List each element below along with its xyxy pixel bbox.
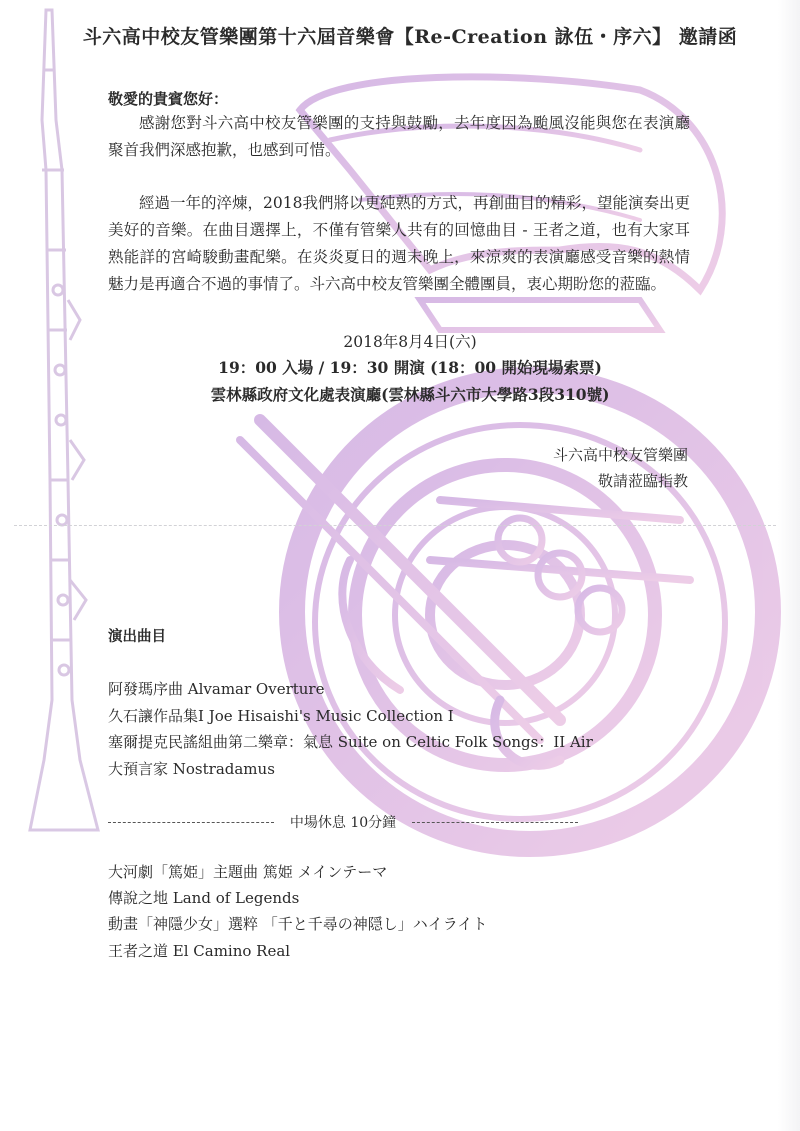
dashed-rule	[412, 822, 578, 823]
paragraph-invitation: 經過一年的淬煉，2018我們將以更純熟的方式，再創曲目的精彩，望能演奏出更美好的音樂。在曲目選擇上，不僅有管樂人共有的回憶曲目 - 王者之道，也有大家耳熟能詳的宮崎駿動畫配樂。在炎炎夏日的週末晚上，來涼爽的表演廳感受音樂的熱情魅力是再適合不過的事情了。斗六高中校友管樂團全體團員，衷心期盼您的蒞臨。	[108, 194, 690, 293]
signature-org: 斗六高中校友管樂團	[552, 446, 688, 464]
intermission-label: 中場休息 10分鐘	[289, 815, 397, 831]
invitation-title: 斗六高中校友管樂團第十六屆音樂會【Re-Creation 詠伍・序六】 邀請函	[82, 26, 738, 48]
paragraph-thanks: 感謝您對斗六高中校友管樂團的支持與鼓勵，去年度因為颱風沒能與您在表演廳聚首我們深感抱歉，也感到可惜。	[108, 114, 690, 159]
event-time: 19：00 入場 / 19：30 開演 (18：00 開始現場索票)	[218, 358, 602, 377]
fold-line	[14, 525, 776, 526]
program-heading: 演出曲目	[108, 628, 166, 645]
program-item: 久石讓作品集Ⅰ Joe Hisaishi's Music Collection Ⅰ	[108, 707, 454, 725]
intermission-divider	[108, 812, 578, 832]
program-item: 王者之道 El Camino Real	[108, 942, 291, 960]
dashed-rule	[108, 822, 274, 823]
event-date: 2018年8月4日(六)	[343, 333, 477, 351]
program-item: 塞爾提克民謠組曲第二樂章：氣息 Suite on Celtic Folk Songs：II Air	[108, 733, 593, 751]
signature-closing: 敬請蒞臨指教	[597, 472, 688, 490]
event-venue: 雲林縣政府文化處表演廳(雲林縣斗六市大學路3段310號)	[210, 385, 610, 404]
clarinet-icon	[30, 10, 98, 830]
greeting: 敬愛的貴賓您好：	[108, 90, 229, 108]
program-item: 大河劇「篤姫」主題曲 篤姫 メインテーマ	[108, 863, 388, 881]
program-item: 傳說之地 Land of Legends	[108, 889, 300, 907]
program-item: 動畫「神隱少女」選粹 「千と千尋の神隠し」ハイライト	[108, 915, 488, 933]
program-item: 大預言家 Nostradamus	[108, 760, 275, 778]
program-item: 阿發瑪序曲 Alvamar Overture	[108, 680, 325, 698]
